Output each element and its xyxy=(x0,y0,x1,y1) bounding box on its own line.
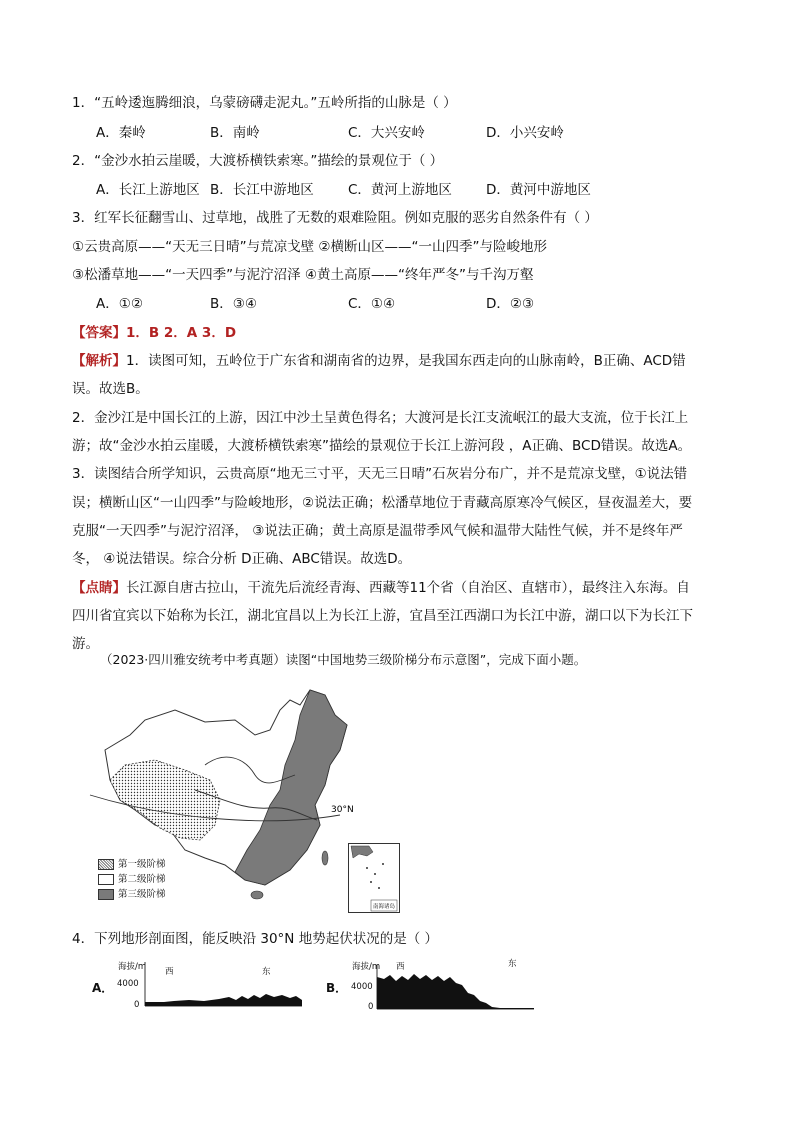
q2-option-d: D．黄河中游地区 xyxy=(486,182,591,198)
answer-tag: 【答案】 xyxy=(72,325,126,341)
taiwan-island xyxy=(322,851,328,865)
profile-b-label: B． xyxy=(326,981,348,995)
q1-stem: 1．“五岭逶迤腾细浪，乌蒙磅礴走泥丸。”五岭所指的山脉是（ ） xyxy=(72,95,457,111)
latitude-label: 30°N xyxy=(331,805,354,815)
profile-a-east: 东 xyxy=(262,967,271,977)
comment-tag: 【点睛】 xyxy=(72,580,126,596)
profile-b-chart xyxy=(376,965,536,1013)
inset-island xyxy=(370,881,372,883)
q1-option-c: C．大兴安岭 xyxy=(348,125,425,141)
profile-a-label: A． xyxy=(92,981,114,995)
profile-a-tick-0: 0 xyxy=(134,1000,140,1010)
inset-island xyxy=(374,873,376,875)
profile-b-west: 西 xyxy=(396,962,405,972)
q2-option-c: C．黄河上游地区 xyxy=(348,182,452,198)
legend-swatch-white xyxy=(98,874,114,885)
analysis-line-1 xyxy=(72,350,686,372)
q3-items-line-2: ③松潘草地——“一天四季”与泥泞沼泽 ④黄土高原——“终年严冬”与千沟万壑 xyxy=(72,267,534,283)
comment-line-3: 游。 xyxy=(72,636,99,652)
analysis-line-2: 误。故选B。 xyxy=(72,381,149,397)
analysis-line-8: 冬， ④说法错误。综合分析 D正确、ABC错误。故选D。 xyxy=(72,551,412,567)
profile-a-chart xyxy=(144,960,304,1010)
profile-a-ylabel: 海拔/m xyxy=(118,962,147,972)
q1-option-a: A．秦岭 xyxy=(96,125,146,141)
q1-option-b: B．南岭 xyxy=(210,125,260,141)
inset-island xyxy=(366,867,368,869)
comment-line-1 xyxy=(72,577,690,599)
q2-option-a: A．长江上游地区 xyxy=(96,182,200,198)
legend-swatch-dotted xyxy=(98,859,114,870)
q4-stem: 4．下列地形剖面图，能反映沿 30°N 地势起伏状况的是（ ） xyxy=(72,931,438,947)
legend-swatch-gray xyxy=(98,889,114,900)
answer-text: 1．B 2．A 3．D xyxy=(126,325,237,341)
profile-b-tick-0: 0 xyxy=(368,1002,374,1012)
analysis-line-6: 误；横断山区“一山四季”与险峻地形，②说法正确；松潘草地位于青藏高原寒冷气候区，昼夜温差大，要 xyxy=(72,495,693,511)
analysis-line-7: 克服“一天四季”与泥泞沼泽， ③说法正确；黄土高原是温带季风气候和温带大陆性气候，并不是终年严 xyxy=(72,523,683,539)
answer-line xyxy=(72,322,236,344)
legend-label-one: 第一级阶梯 xyxy=(118,859,166,870)
analysis-line-5: 3．读图结合所学知识，云贵高原“地无三寸平，天无三日晴”石灰岩分布广，并不是荒凉戈壁，①说法错 xyxy=(72,466,688,482)
inset-island xyxy=(382,863,384,865)
legend-label-two: 第二级阶梯 xyxy=(118,874,166,885)
map-legend xyxy=(98,857,166,902)
figure-caption: （2023·四川雅安统考中考真题）读图“中国地势三级阶梯分布示意图”，完成下面小题。 xyxy=(100,652,587,667)
legend-step-two xyxy=(98,872,166,887)
comment-line-2: 四川省宜宾以下始称为长江，湖北宜昌以上为长江上游，宜昌至江西湖口为长江中游，湖口以下为长江下 xyxy=(72,608,693,624)
profile-a-west: 西 xyxy=(165,967,174,977)
profile-b-terrain xyxy=(377,974,534,1009)
q1-option-d: D．小兴安岭 xyxy=(486,125,564,141)
q3-items-line-1: ①云贵高原——“天无三日晴”与荒凉戈壁 ②横断山区——“一山四季”与险峻地形 xyxy=(72,239,547,255)
south-china-sea-inset xyxy=(348,843,400,913)
analysis-text-1: 1．读图可知，五岭位于广东省和湖南省的边界，是我国东西走向的山脉南岭，B正确、ACD错 xyxy=(126,353,686,369)
profile-b-ylabel: 海拔/m xyxy=(352,962,381,972)
inset-map xyxy=(349,844,399,912)
q2-option-b: B．长江中游地区 xyxy=(210,182,314,198)
legend-step-one xyxy=(98,857,166,872)
q3-option-c: C．①④ xyxy=(348,296,396,312)
legend-step-three xyxy=(98,887,166,902)
q2-stem: 2．“金沙水拍云崖暖，大渡桥横铁索寒。”描绘的景观位于（ ） xyxy=(72,153,444,169)
legend-label-three: 第三级阶梯 xyxy=(118,889,166,900)
inset-label: 南海诸岛 xyxy=(373,904,396,910)
hainan-island xyxy=(251,891,263,899)
q3-option-b: B．③④ xyxy=(210,296,257,312)
profile-b-tick-4000: 4000 xyxy=(351,982,373,992)
analysis-line-3: 2．金沙江是中国长江的上游，因江中沙土呈黄色得名；大渡河是长江支流岷江的最大支流，位于长江上 xyxy=(72,410,689,426)
q3-option-a: A．①② xyxy=(96,296,143,312)
inset-coast xyxy=(351,846,373,858)
q3-stem: 3．红军长征翻雪山、过草地，战胜了无数的艰难险阻。例如克服的恶劣自然条件有（ ） xyxy=(72,210,598,226)
profile-a-tick-4000: 4000 xyxy=(117,979,139,989)
profile-a-terrain xyxy=(145,994,302,1006)
inset-island xyxy=(378,887,380,889)
profile-b-east: 东 xyxy=(508,959,517,969)
comment-text-1: 长江源自唐古拉山，干流先后流经青海、西藏等11个省（自治区、直辖市），最终注入东海。自 xyxy=(126,580,690,596)
analysis-tag: 【解析】 xyxy=(72,353,126,369)
analysis-line-4: 游；故“金沙水拍云崖暖，大渡桥横铁索寒”描绘的景观位于长江上游河段 ，A正确、BCD错误。故选A。 xyxy=(72,438,692,454)
q3-option-d: D．②③ xyxy=(486,296,535,312)
